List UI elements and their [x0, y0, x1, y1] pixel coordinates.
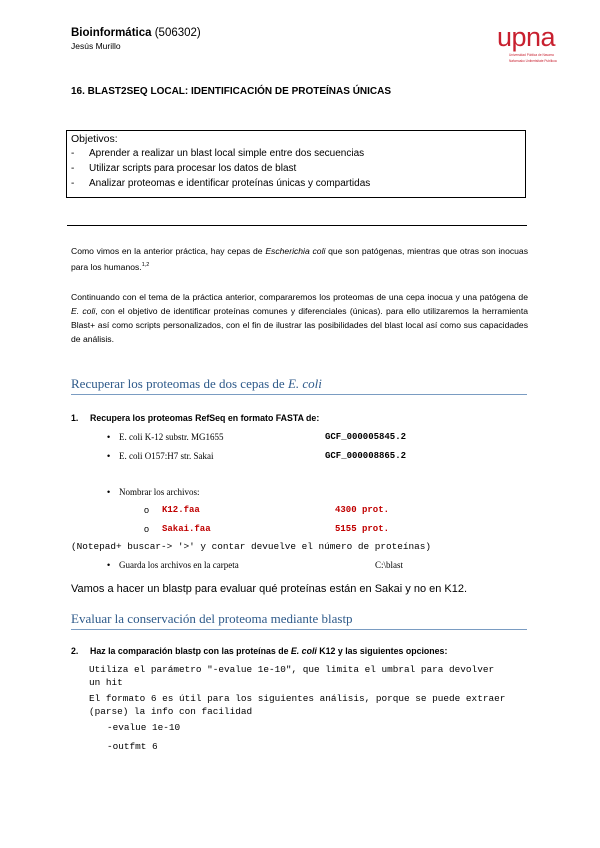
- rename-label: Nombrar los archivos:: [119, 487, 200, 497]
- accession-number: GCF_000008865.2: [325, 451, 407, 461]
- list-item: •: [107, 432, 111, 442]
- protein-count: 4300 prot.: [335, 505, 390, 515]
- accession-number: GCF_000005845.2: [325, 432, 407, 442]
- objective-item: - Aprender a realizar un blast local simple entre dos secuencias: [71, 148, 365, 159]
- summary-text: Vamos a hacer un blastp para evaluar qué proteínas están en Sakai y no en K12.: [71, 583, 468, 595]
- section-underline: [71, 394, 527, 395]
- list-item: •: [107, 451, 111, 461]
- course-name: Bioinformática: [71, 27, 152, 39]
- objective-text: Utilizar scripts para procesar los datos de blast: [89, 163, 297, 174]
- strain-name: E. coli K-12 substr. MG1655: [119, 432, 224, 442]
- instruction-outfmt: El formato 6 es útil para los siguientes análisis, porque se puede extraer (parse) la info con facilidad: [89, 693, 506, 717]
- university-logo: [497, 24, 567, 66]
- list-item: •: [107, 487, 111, 497]
- step-2: 2. Haz la comparación blastp con las proteínas de E. coli K12 y las siguientes opciones:: [71, 646, 448, 656]
- option-evalue: -evalue 1e-10: [107, 722, 181, 733]
- section-heading-2: Evaluar la conservación del proteoma mediante blastp: [71, 611, 353, 626]
- intro-paragraph-1: Como vimos en la anterior práctica, hay cepas de Escherichia coli que son patógenas, mientras que otras son inocuas para los humanos.$^{1,2}$: [71, 246, 528, 272]
- section-underline: [71, 629, 527, 630]
- file-name: Sakai.faa: [162, 524, 211, 534]
- instruction-evalue: Utiliza el parámetro "-evalue 1e-10", que limita el umbral para devolver un hit: [89, 664, 495, 688]
- save-path: C:\blast: [375, 560, 404, 570]
- reference-mark: 1,2: [141, 262, 150, 268]
- save-instruction: Guarda los archivos en la carpeta: [119, 560, 239, 570]
- objective-text: Aprender a realizar un blast local simple entre dos secuencias: [89, 148, 365, 159]
- practice-title: 16. BLAST2SEQ LOCAL: IDENTIFICACIÓN DE PROTEÍNAS ÚNICAS: [71, 86, 392, 97]
- section-heading-1: Recuperar los proteomas de dos cepas de E. coli: [71, 376, 322, 391]
- list-item: •: [107, 560, 111, 570]
- logo-tagline-2: Nafarroako Unibertsitate Publikoa: [509, 59, 557, 63]
- objective-item: - Utilizar scripts para procesar los datos de blast: [71, 163, 297, 174]
- strain-name: E. coli O157:H7 str. Sakai: [119, 451, 214, 461]
- intro-paragraph-2: Continuando con el tema de la práctica anterior, compararemos los proteomas de una cepa inocua y una patógena de E. coli, con el objetivo de identificar proteínas comunes y diferenciales (únicas). para ello utilizaremos la herramienta Blast+ así como scripts personalizados, con el fin de ilustrar las posibilidades del blast local así como sus capacidades de análisis.: [71, 292, 528, 344]
- author-name: Jesús Murillo: [71, 41, 121, 51]
- option-outfmt: -outfmt 6: [107, 741, 158, 752]
- objectives-heading: Objetivos:: [71, 133, 118, 145]
- objective-item: - Analizar proteomas e identificar proteínas únicas y compartidas: [71, 178, 371, 189]
- sublist-marker: o: [144, 524, 150, 534]
- divider: [67, 225, 527, 226]
- logo-wordmark: upna: [497, 22, 556, 52]
- course-title: [71, 27, 201, 39]
- objective-text: Analizar proteomas e identificar proteínas únicas y compartidas: [89, 178, 371, 189]
- species-name: Escherichia coli: [265, 246, 326, 256]
- file-name: K12.faa: [162, 505, 200, 515]
- step-1: 1. Recupera los proteomas RefSeq en formato FASTA de:: [71, 413, 320, 423]
- logo-tagline-1: Universidad Pública de Navarra: [509, 53, 554, 57]
- notepad-note: (Notepad+ buscar-> '>' y contar devuelve el número de proteínas): [71, 541, 432, 552]
- protein-count: 5155 prot.: [335, 524, 390, 534]
- species-name: E. coli: [71, 306, 96, 316]
- course-code: (506302): [154, 27, 201, 39]
- sublist-marker: o: [144, 505, 150, 515]
